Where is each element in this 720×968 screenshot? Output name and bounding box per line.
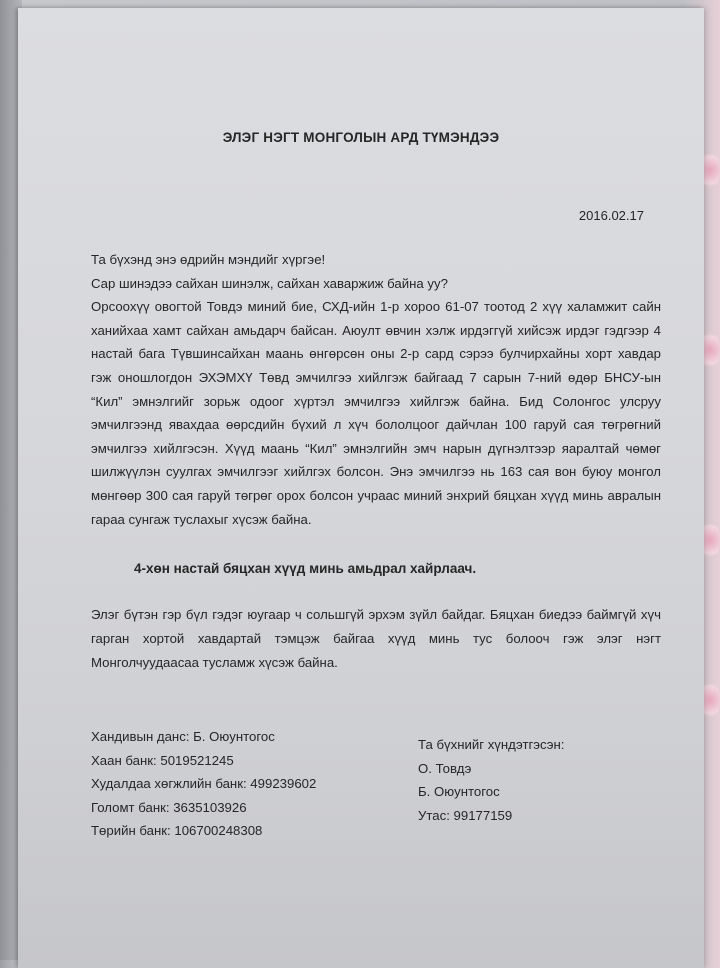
letter-body bbox=[91, 248, 661, 531]
letter-sheet bbox=[18, 8, 704, 968]
donation-accounts bbox=[91, 725, 316, 843]
greeting-line: Сар шинэдээ сайхан шинэлж, сайхан хаваржиж байна уу? bbox=[91, 275, 448, 291]
signature-name: О. Товдэ bbox=[418, 760, 472, 776]
account-line: Хаан банк: 5019521245 bbox=[91, 752, 234, 768]
account-line: Худалдаа хөгжлийн банк: 499239602 bbox=[91, 776, 317, 792]
signature-phone: Утас: 99177159 bbox=[418, 807, 513, 823]
account-holder: Хандивын данс: Б. Оюунтогос bbox=[91, 729, 275, 744]
account-line: Голомт банк: 3635103926 bbox=[91, 799, 247, 815]
signature-salutation: Та бүхнийг хүндэтгэсэн: bbox=[418, 737, 565, 752]
body-paragraph: Орсоохүү овогтой Товдэ миний бие, СХД-ийн 1-р хороо 61-07 тоотод 2 хүү халамжит сайн ханийхаа хамт сайхан амьдарч байсан. Аюулт өвчин хэлж ирдэггүй хийсэж ирдэг гэдгээр 4 настай бага Түвшинсайхан маань өнгөрсөн оны 2-р сард сэрээ булчирхайны хорт хавдар гэж оношлогдон ЭХЭМХҮ Төвд эмчилгээ хийлгэж байгаад 7 сарын 7-ний өдөр БНСУ-ын “Кил” эмнэлгийг зорьж одоог хүртэл эмчилгээ хийлгэж байна. Бид Солонгос улсруу эмчилгээнд явахдаа өөрсдийн бүхий л хүч бололцоог дайчлан 100 гаруй сая төгрөгний эмчилгээ хийлгэсэн. Хүүд маань “Кил” эмнэлгийн эмч нарын дүгнэлтээр яаралтай чөмөг шилжүүлэн суулгах эмчилгээг хийлгэх болсон. Энэ эмчилгээ нь 163 сая вон буюу монгол мөнгөөр 300 сая гаруй төгрөг орох болсон учраас миний энхрий бяцхан хүүд минь авралын гараа сунгаж туслахыг хүсэж байна. bbox=[91, 299, 661, 527]
letter-title: ЭЛЭГ НЭГТ МОНГОЛЫН АРД ТҮМЭНДЭЭ bbox=[222, 130, 500, 145]
signature-name: Б. Оюунтогос bbox=[418, 784, 500, 800]
greeting-line: Та бүхэнд энэ өдрийн мэндийг хүргэе! bbox=[91, 252, 326, 267]
signature-block bbox=[418, 733, 564, 827]
account-line: Төрийн банк: 106700248308 bbox=[91, 823, 263, 839]
closing-paragraph: Элэг бүтэн гэр бүл гэдэг юугаар ч сольшгүй эрхэм зүйл байдаг. Бяцхан биедээ баймгүй хүч гарган хортой хавдартай тэмцэж байгаа хүүд минь тус болооч гэж элэг нэгт Монголчуудаасаа тусламж хүсэж байна. bbox=[91, 607, 661, 670]
emphasis-line: 4-хөн настай бяцхан хүүд минь амьдрал хайрлаач. bbox=[134, 561, 477, 576]
letter-date: 2016.02.17 bbox=[578, 208, 644, 223]
